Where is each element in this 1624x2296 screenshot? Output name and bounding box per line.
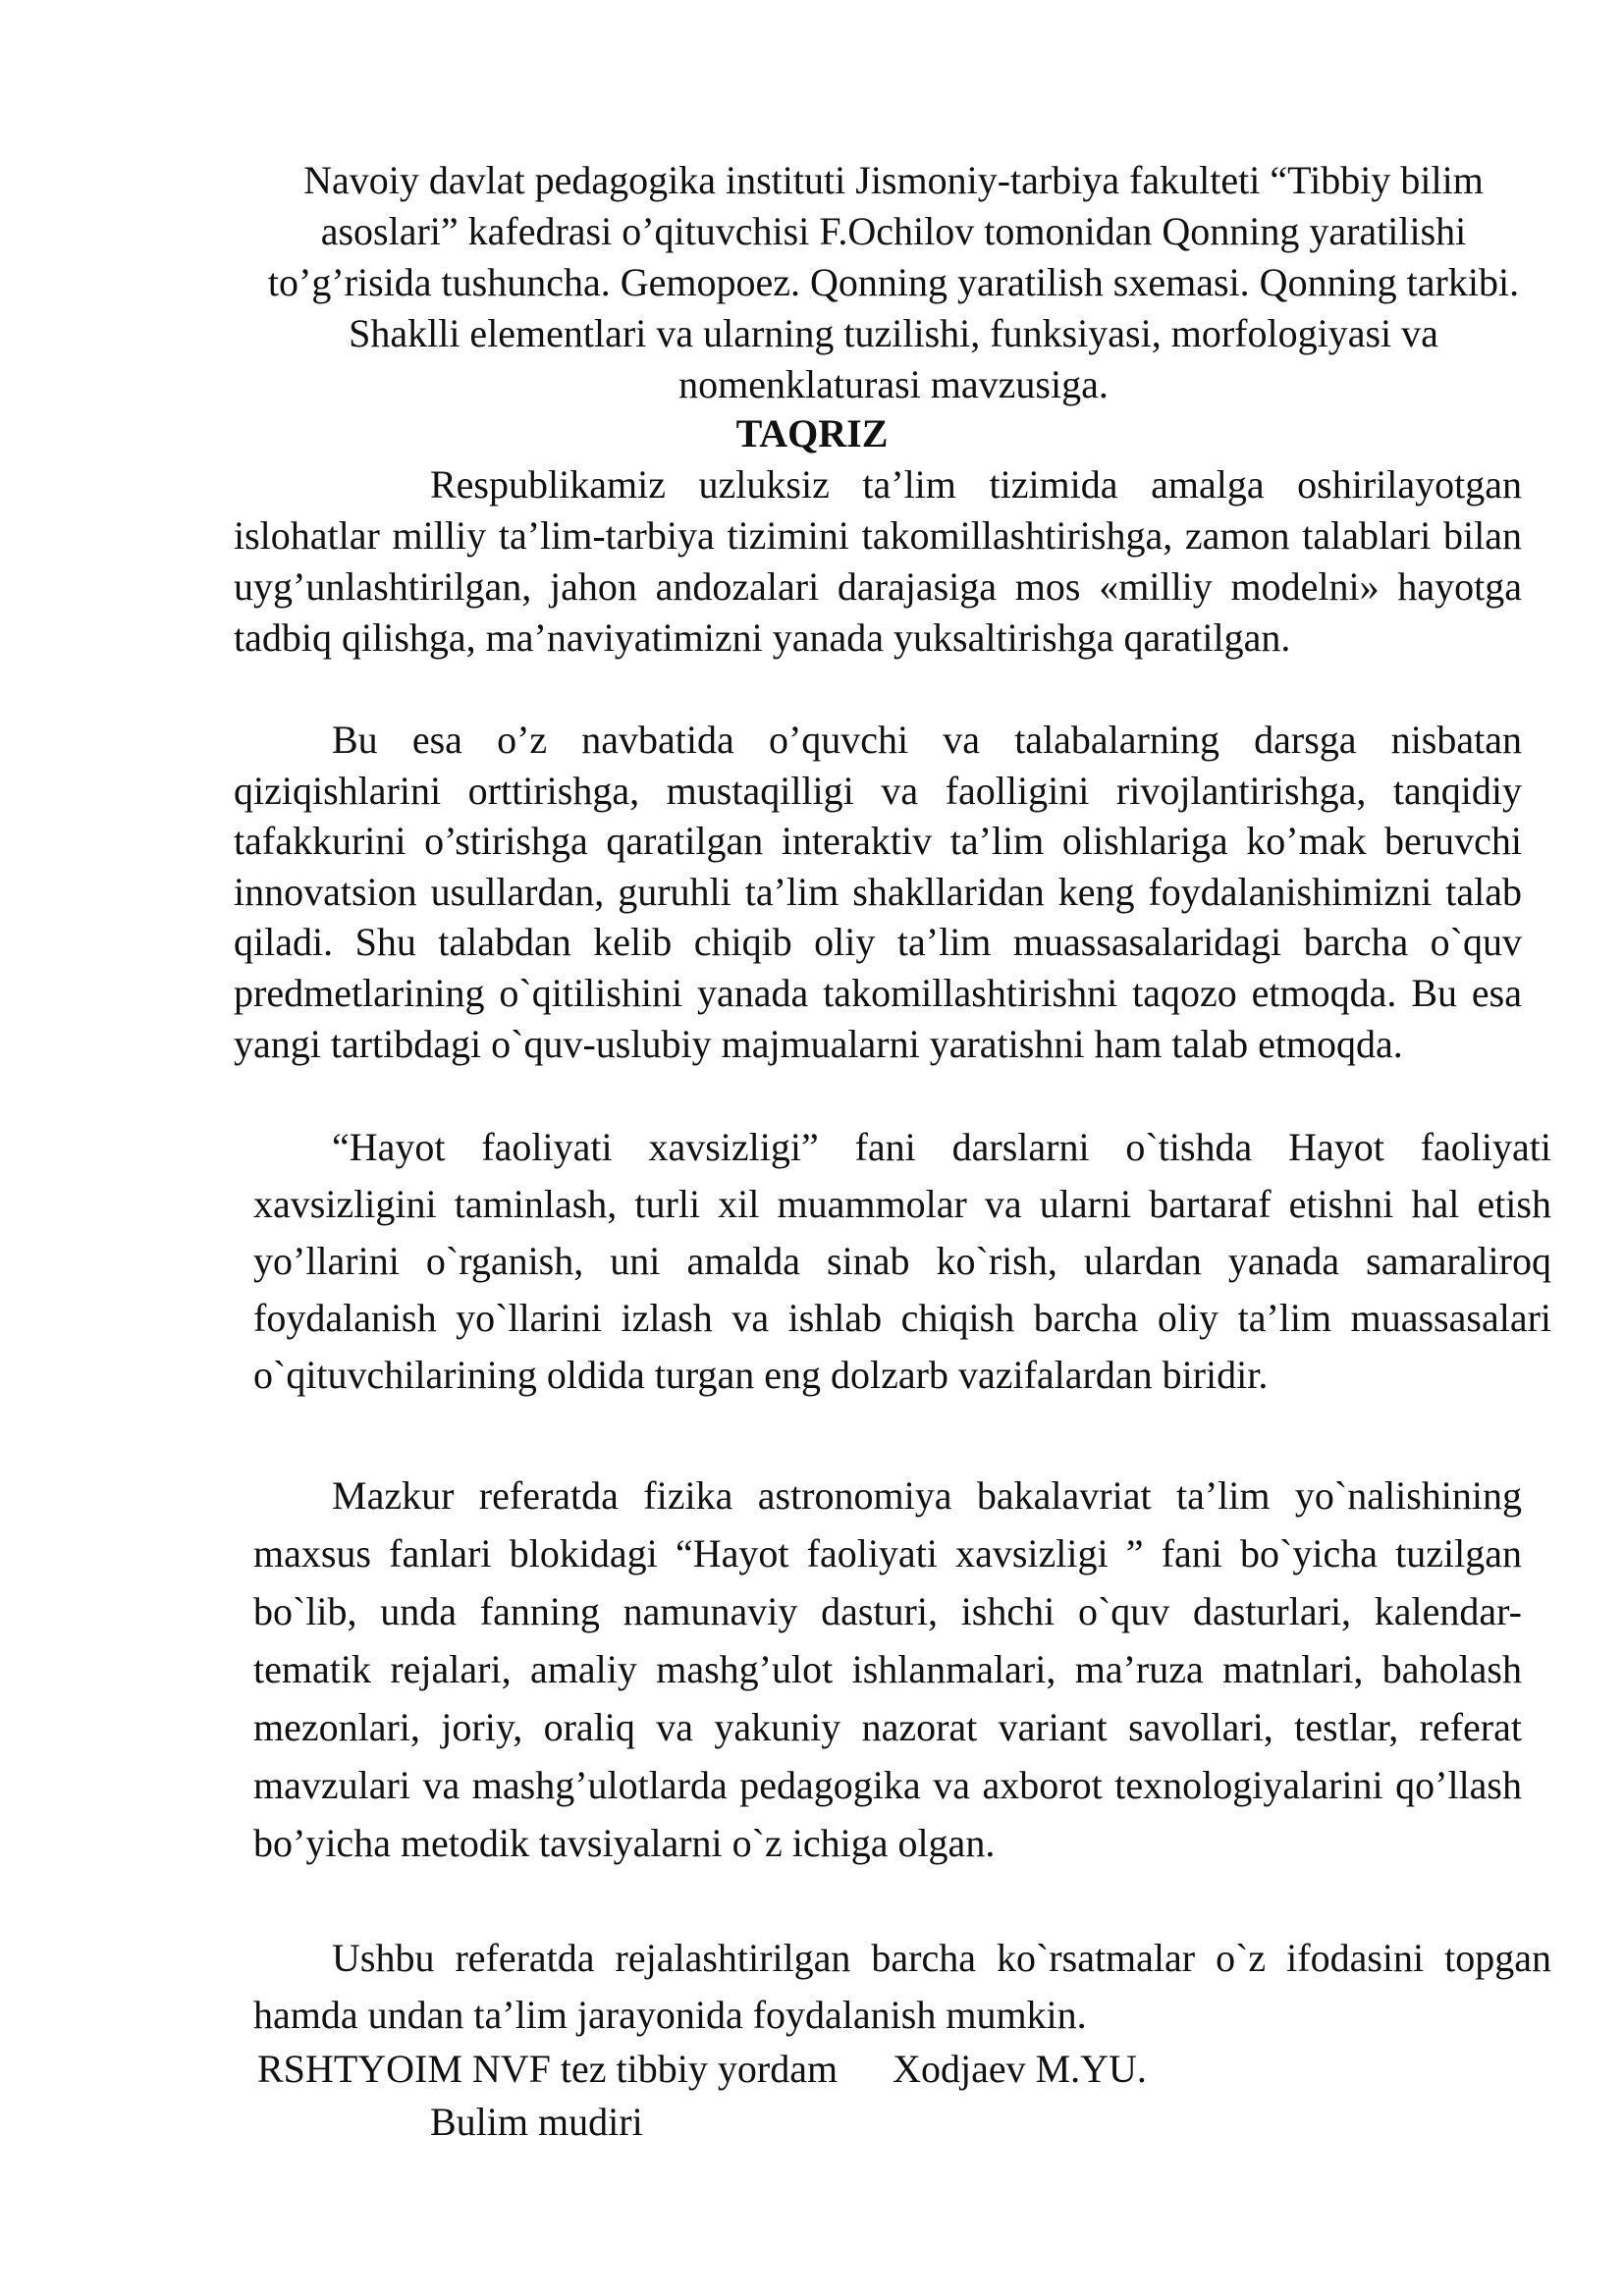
paragraph: “Hayot faoliyati xavsizligi” fani darslarni o`tishda Hayot faoliyati xavsizligini taminlash, turli xil muammolar va ularni bartaraf etishni hal etish yo’llarini o`rganish, uni amalda sinab ko`rish, ulardan yanada samaraliroq foydalanish yo`llarini izlash va ishlab chiqish barcha oliy ta’lim muassasalari o`qituvchilarining oldida turgan eng dolzarb vazifalardan biridir. <box>253 1125 1551 1397</box>
paragraph: Mazkur referatda fizika astronomiya bakalavriat ta’lim yo`nalishining maxsus fanlari blokidagi “Hayot faoliyati xavsizligi ” fani bo`yicha tuzilgan bo`lib, unda fanning namunaviy dasturi, ishchi o`quv dasturlari, kalendar-tematik rejalari, amaliy mashg’ulot ishlanmalari, ma’ruza matnlari, baholash mezonlari, joriy, oraliq va yakuniy nazorat variant savollari, testlar, referat mavzulari va mashg’ulotlarda pedagogika va axborot texnologiyalarini qo’llash bo’yicha metodik tavsiyalarni o`z ichiga olgan. <box>253 1473 1522 1865</box>
document-title: TAQRIZ <box>735 411 889 455</box>
paragraph: Ushbu referatda rejalashtirilgan barcha ko`rsatmalar o`z ifodasini topgan hamda undan ta’lim jarayonida foydalanish mumkin. <box>253 1936 1551 2037</box>
paragraph: Respublikamiz uzluksiz ta’lim tizimida amalga oshirilayotgan islohatlar milliy ta’lim-tarbiya tizimini takomillashtirishga, zamon talablari bilan uyg’unlashtirilgan, jahon andozalari darajasiga mos «milliy modelni» hayotga tadbiq qilishga, ma’naviyatimizni yanada yuksaltirishga qaratilgan. <box>234 462 1522 660</box>
paragraph: Bu esa o’z navbatida o’quvchi va talabalarning darsga nisbatan qiziqishlarini orttirishga, mustaqilligi va faolligini rivojlantirishga, tanqidiy tafakkurini o’stirishga qaratilgan interaktiv ta’lim olishlariga ko’mak beruvchi innovatsion usullardan, guruhli ta’lim shakllaridan keng foydalanishimizni talab qiladi. Shu talabdan kelib chiqib oliy ta’lim muassasalaridagi barcha o`quv predmetlarining o`qitilishini yanada takomillashtirishni taqozo etmoqda. Bu esa yangi tartibdagi o`quv-uslubiy majmualarni yaratishni ham talab etmoqda. <box>234 718 1522 1066</box>
document-heading: Navoiy davlat pedagogika instituti Jismoniy-tarbiya fakulteti “Tibbiy bilim asoslari” kafedrasi o’qituvchisi F.Ochilov tomonidan Qonning yaratilishi to’g’risida tushuncha. Gemopoez. Qonning yaratilish sxemasi. Qonning tarkibi. Shaklli elementlari va ularning tuzilishi, funksiyasi, morfologiyasi va nomenklaturasi mavzusiga. <box>267 158 1520 406</box>
signature-name: Xodjaev M.YU. <box>893 2047 1147 2091</box>
signature-position: Bulim mudiri <box>430 2100 643 2144</box>
signature-organization: RSHTYOIM NVF tez tibbiy yordam <box>257 2047 839 2091</box>
signature-line <box>257 2044 1147 2095</box>
